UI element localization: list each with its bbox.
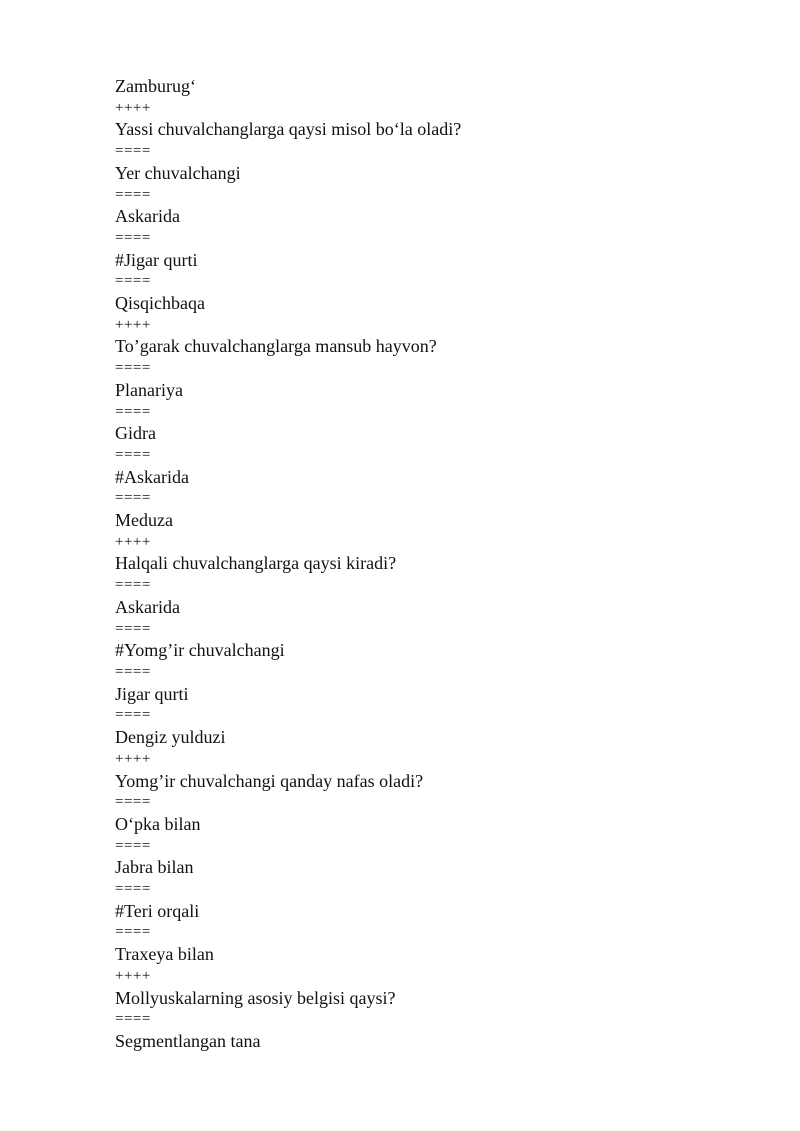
option-separator: ==== — [115, 143, 151, 160]
option-text: Jigar qurti — [115, 683, 189, 704]
question-separator: ++++ — [115, 316, 151, 333]
option-separator: ==== — [115, 229, 151, 246]
correct-option-text: #Jigar qurti — [115, 249, 198, 270]
option-separator: ==== — [115, 794, 151, 811]
option-separator: ==== — [115, 360, 151, 377]
option-separator: ==== — [115, 881, 151, 898]
option-text: Jabra bilan — [115, 857, 194, 878]
option-text: Planariya — [115, 379, 183, 400]
option-text: Qisqichbaqa — [115, 293, 205, 314]
option-separator: ==== — [115, 663, 151, 680]
option-separator: ==== — [115, 1011, 151, 1028]
option-separator: ==== — [115, 446, 151, 463]
question-text: Halqali chuvalchanglarga qaysi kiradi? — [115, 553, 397, 574]
question-separator: ++++ — [115, 99, 151, 116]
question-text: Mollyuskalarning asosiy belgisi qaysi? — [115, 987, 396, 1008]
option-separator: ==== — [115, 490, 151, 507]
option-text: Segmentlangan tana — [115, 1030, 261, 1051]
question-text: Yomg’ir chuvalchangi qanday nafas oladi? — [115, 770, 424, 791]
option-text: Askarida — [115, 206, 180, 227]
option-separator: ==== — [115, 707, 151, 724]
text-line: Zamburug‘ — [115, 76, 196, 96]
question-text: To’garak chuvalchanglarga mansub hayvon? — [115, 336, 437, 357]
option-text: O‘pka bilan — [115, 813, 201, 834]
option-separator: ==== — [115, 620, 151, 637]
option-text: Gidra — [115, 423, 156, 444]
correct-option-text: #Teri orqali — [115, 900, 200, 921]
option-separator: ==== — [115, 837, 151, 854]
correct-option-text: #Yomg’ir chuvalchangi — [115, 640, 285, 661]
document-page — [115, 76, 755, 1053]
question-text: Yassi chuvalchanglarga qaysi misol bo‘la oladi? — [115, 119, 462, 140]
question-separator: ++++ — [115, 533, 151, 550]
option-text: Traxeya bilan — [115, 944, 214, 965]
option-separator: ==== — [115, 924, 151, 941]
correct-option-text: #Askarida — [115, 466, 189, 487]
option-text: Yer chuvalchangi — [115, 162, 241, 183]
option-separator: ==== — [115, 577, 151, 594]
option-separator: ==== — [115, 186, 151, 203]
option-separator: ==== — [115, 273, 151, 290]
option-text: Meduza — [115, 510, 173, 531]
option-separator: ==== — [115, 403, 151, 420]
question-separator: ++++ — [115, 750, 151, 767]
option-text: Dengiz yulduzi — [115, 727, 226, 748]
option-text: Askarida — [115, 596, 180, 617]
question-separator: ++++ — [115, 967, 151, 984]
